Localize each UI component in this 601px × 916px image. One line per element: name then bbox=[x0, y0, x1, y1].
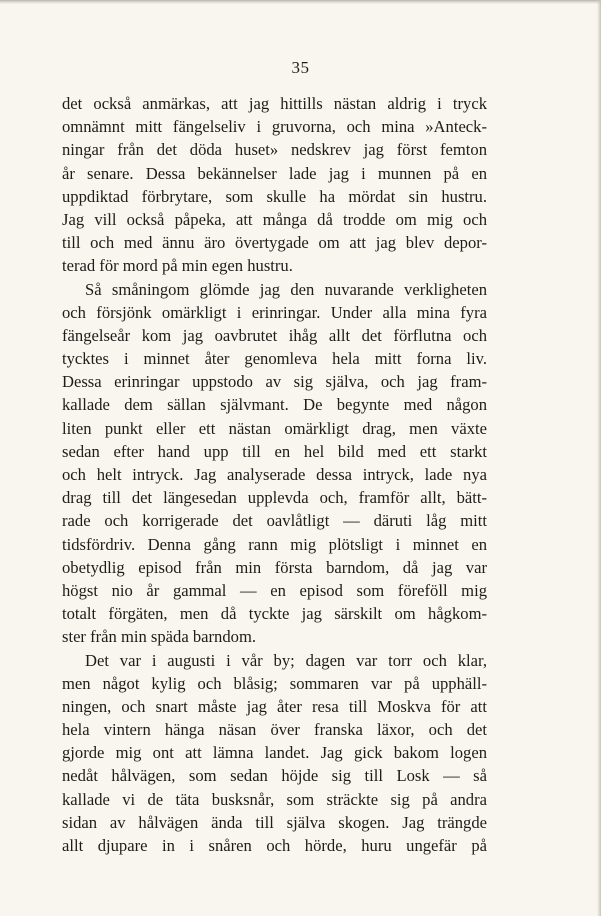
text-line: till och med ännu äro övertygade om att jag blev depor- bbox=[62, 233, 487, 253]
text-line: obetydlig episod från min första barndom, då jag var bbox=[62, 557, 487, 577]
text-line: Jag vill också påpeka, att många då trodde om mig och bbox=[62, 209, 487, 229]
body-text bbox=[62, 92, 487, 857]
text-line: högst nio år gammal — en episod som föreföll mig bbox=[62, 580, 487, 600]
text-line: rade och korrigerade det oavlåtligt — däruti låg mitt bbox=[62, 511, 487, 531]
text-line: tycktes i minnet åter genomleva hela mitt forna liv. bbox=[62, 349, 487, 369]
text-line: fängelseår kom jag oavbrutet ihåg allt det förflutna och bbox=[62, 325, 487, 345]
text-line: Det var i augusti i vår by; dagen var torr och klar, bbox=[85, 650, 487, 670]
text-line: år senare. Dessa bekännelser lade jag i munnen på en bbox=[62, 163, 487, 183]
page-right-edge bbox=[597, 0, 601, 916]
text-line: totalt förgäten, men då tyckte jag särskilt om hågkom- bbox=[62, 604, 487, 624]
text-line: men något kylig och blåsig; sommaren var på upphäll- bbox=[62, 673, 487, 693]
text-line: liten punkt eller ett nästan omärkligt drag, men växte bbox=[62, 418, 487, 438]
text-line: kallade dem sällan självmant. De begynte med någon bbox=[62, 395, 487, 415]
text-line: drag till det längesedan upplevda och, framför allt, bätt- bbox=[62, 488, 487, 508]
text-line: ster från min späda barndom. bbox=[62, 627, 256, 647]
text-line: Så småningom glömde jag den nuvarande verkligheten bbox=[85, 279, 487, 299]
text-line: och försjönk omärkligt i erinringar. Under alla mina fyra bbox=[62, 302, 487, 322]
text-line: gjorde mig ont att lämna landet. Jag gick bakom logen bbox=[62, 743, 487, 763]
page-number: 35 bbox=[291, 58, 310, 77]
text-line: det också anmärkas, att jag hittills nästan aldrig i tryck bbox=[62, 94, 487, 113]
text-line: terad för mord på min egen hustru. bbox=[62, 256, 293, 276]
text-line: sedan efter hand upp till en hel bild med ett starkt bbox=[62, 441, 487, 461]
page-top-edge bbox=[0, 0, 601, 4]
text-line: allt djupare in i snåren och hörde, huru ungefär på bbox=[62, 836, 487, 855]
text-line: sidan av hålvägen ända till själva skogen. Jag trängde bbox=[62, 812, 487, 832]
text-line: nedåt hålvägen, som sedan höjde sig till Losk — så bbox=[62, 766, 487, 786]
text-line: ningar från det döda huset» nedskrev jag först femton bbox=[62, 140, 487, 160]
text-line: tidsfördriv. Denna gång rann mig plötsligt i minnet en bbox=[62, 534, 487, 554]
text-line: kallade vi de täta busksnår, som sträckte sig på andra bbox=[62, 789, 487, 809]
text-line: omnämnt mitt fängelseliv i gruvorna, och mina »Anteck- bbox=[62, 117, 487, 137]
text-line: ningen, och snart måste jag åter resa till Moskva för att bbox=[62, 696, 487, 716]
text-line: hela vintern hänga näsan över franska läxor, och det bbox=[62, 720, 487, 740]
text-line: uppdiktad förbrytare, som skulle ha mördat sin hustru. bbox=[62, 186, 487, 206]
text-line: Dessa erinringar uppstodo av sig själva, och jag fram- bbox=[62, 372, 487, 392]
text-line: och helt intryck. Jag analyserade dessa intryck, lade nya bbox=[62, 465, 487, 484]
